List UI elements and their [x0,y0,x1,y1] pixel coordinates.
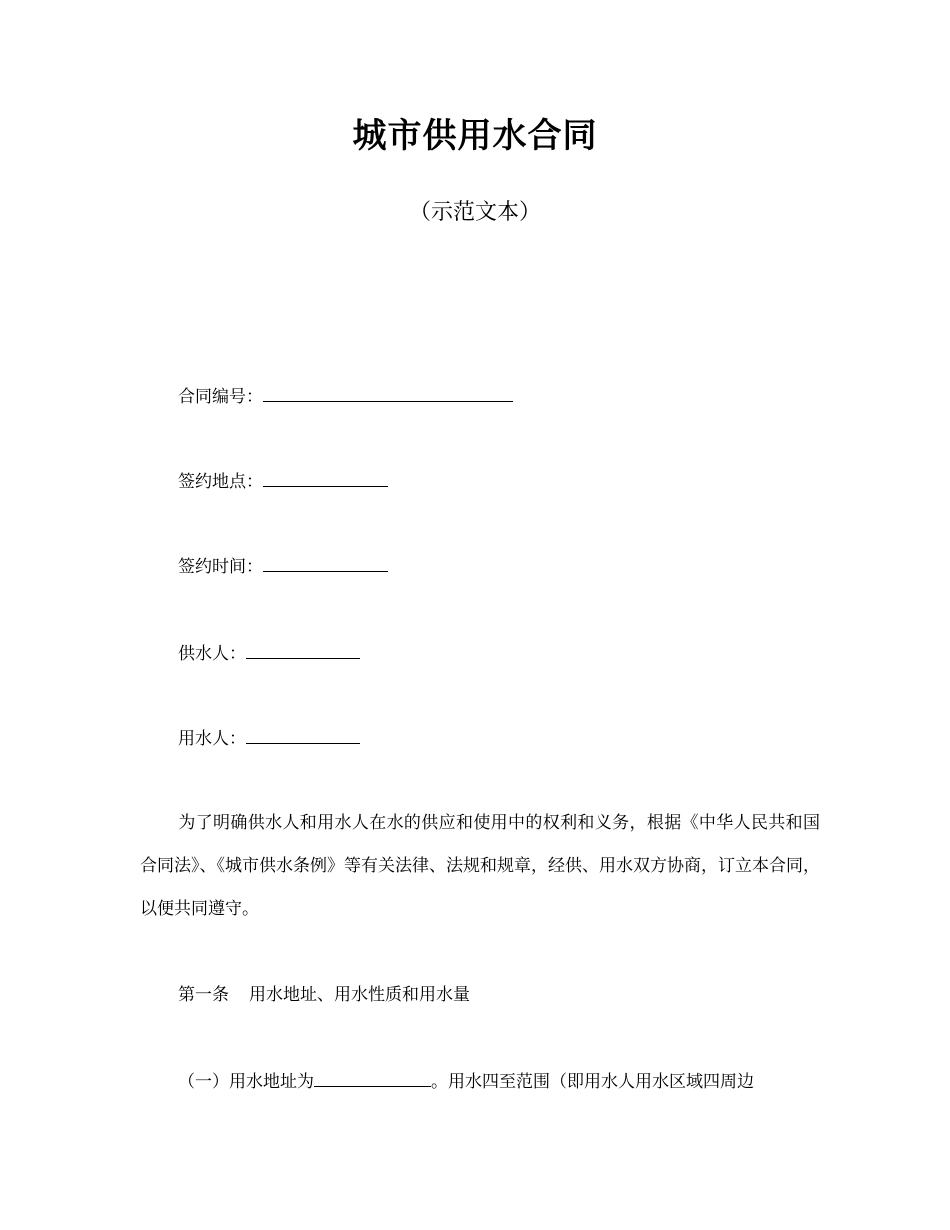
user-line [178,725,360,751]
sign-place-line [178,468,388,494]
contract-number-label: 合同编号： [178,387,263,407]
clause-1-prefix: （一）用水地址为 [178,1072,314,1092]
article-1-number: 第一条 [178,985,229,1005]
user-blank [246,725,360,744]
preamble-paragraph [140,802,820,931]
sign-place-blank [263,468,388,487]
supplier-blank [246,640,360,659]
contract-number-line [178,383,513,409]
supplier-label: 供水人： [178,644,246,664]
sign-time-label: 签约时间： [178,557,263,577]
contract-number-blank [263,383,513,402]
preamble-text: 为了明确供水人和用水人在水的供应和使用中的权利和义务，根据《中华人民共和国合同法》、《城市供水条例》等有关法律、法规和规章，经供、用水双方协商，订立本合同，以便共同遵守。 [140,813,820,919]
article-1-heading [178,983,470,1007]
user-label: 用水人： [178,729,246,749]
supplier-line [178,640,360,666]
sign-time-blank [263,553,388,572]
document-title: 城市供用水合同 [352,116,598,156]
document-subtitle: （示范文本） [408,200,541,225]
water-address-blank [314,1068,431,1087]
clause-1-suffix: 。用水四至范围（即用水人用水区域四周边 [431,1072,754,1092]
sign-place-label: 签约地点： [178,472,263,492]
clause-1-line [178,1068,754,1094]
article-1-title: 用水地址、用水性质和用水量 [249,985,470,1005]
sign-time-line [178,553,388,579]
